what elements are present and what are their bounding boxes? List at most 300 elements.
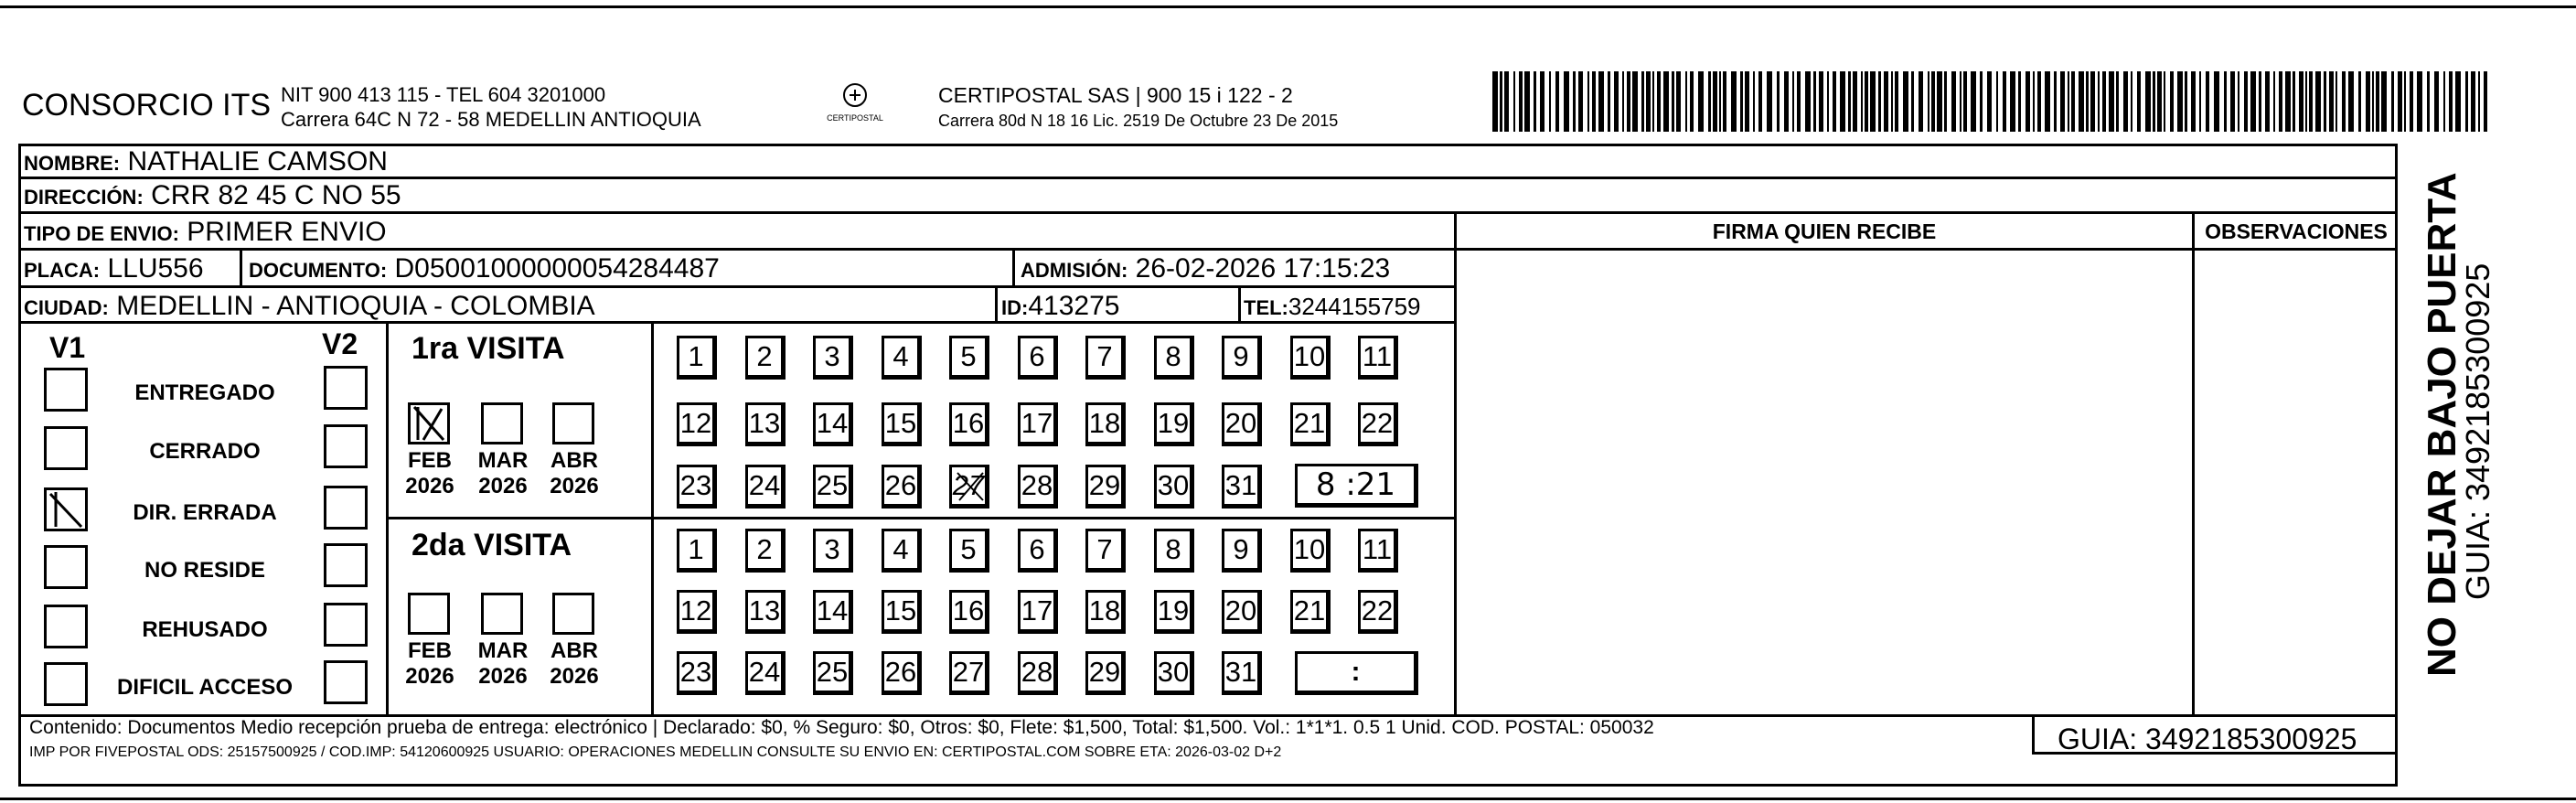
day-box[interactable] xyxy=(813,336,853,380)
day-box[interactable] xyxy=(1085,529,1126,573)
v1-checkbox[interactable] xyxy=(44,487,88,531)
barcode-bar xyxy=(1928,71,1929,132)
day-number: 30 xyxy=(1157,469,1190,501)
barcode-bar xyxy=(2086,71,2089,132)
observaciones-divider xyxy=(2192,211,2195,716)
barcode-bar xyxy=(2230,71,2235,132)
day-number: 8 xyxy=(1165,340,1181,372)
barcode-bar xyxy=(1555,71,1559,132)
day-number: 7 xyxy=(1096,533,1113,565)
day-box[interactable] xyxy=(1085,590,1126,634)
barcode-bar xyxy=(2238,71,2239,132)
day-number: 10 xyxy=(1293,533,1326,565)
barcode-bar xyxy=(2244,71,2248,132)
day-box[interactable] xyxy=(1018,465,1058,509)
barcode-bar xyxy=(2090,71,2095,132)
visit-separator xyxy=(386,517,1456,519)
month-checkbox[interactable] xyxy=(408,402,450,444)
barcode-bar xyxy=(1753,71,1755,132)
first-visit-title: 1ra VISITA xyxy=(412,331,565,366)
status-label: DIR. ERRADA xyxy=(133,500,277,525)
day-box[interactable] xyxy=(1085,651,1126,695)
day-box[interactable] xyxy=(677,651,717,695)
v2-checkbox[interactable] xyxy=(324,543,368,587)
day-box[interactable] xyxy=(882,402,922,446)
day-box[interactable] xyxy=(1154,529,1194,573)
barcode-bar xyxy=(1919,71,1923,132)
ciudad-cell xyxy=(24,291,595,322)
barcode-bar xyxy=(2068,71,2069,132)
day-box[interactable] xyxy=(882,529,922,573)
address-line: Carrera 64C N 72 - 58 MEDELLIN ANTIOQUIA xyxy=(281,108,701,131)
month-name: ABR xyxy=(550,638,598,663)
day-number: 25 xyxy=(816,656,849,688)
v2-checkbox[interactable] xyxy=(324,603,368,647)
barcode-bar xyxy=(2177,71,2183,132)
barcode-bar xyxy=(1564,71,1569,132)
barcode-bar xyxy=(1534,71,1536,132)
day-box[interactable] xyxy=(745,465,786,509)
month-year: 2026 xyxy=(550,474,599,498)
barcode-bar xyxy=(2410,71,2413,132)
barcode-bar xyxy=(2455,71,2461,132)
month-name: MAR xyxy=(477,638,529,663)
barcode-bar xyxy=(2279,71,2282,132)
barcode-bar xyxy=(2366,71,2370,132)
day-box[interactable] xyxy=(677,590,717,634)
barcode-bar xyxy=(2471,71,2475,132)
day-box[interactable] xyxy=(677,465,717,509)
tipo-row xyxy=(24,217,387,248)
barcode-bar xyxy=(2131,71,2132,132)
barcode-bar xyxy=(2018,71,2021,132)
barcode-bar xyxy=(1731,71,1737,132)
barcode-bar xyxy=(1784,71,1789,132)
v1-checkbox[interactable] xyxy=(44,426,88,470)
day-number: 18 xyxy=(1088,407,1121,439)
day-box[interactable] xyxy=(1358,590,1398,634)
day-box[interactable] xyxy=(949,529,989,573)
barcode-bar xyxy=(1663,71,1669,132)
barcode-bar xyxy=(1903,71,1908,132)
barcode-bar xyxy=(1573,71,1576,132)
day-number: 20 xyxy=(1224,594,1257,626)
day-box[interactable] xyxy=(1222,529,1262,573)
tel-value: 3244155759 xyxy=(1288,293,1421,320)
day-number: 16 xyxy=(952,407,985,439)
barcode-bar xyxy=(2324,71,2326,132)
day-box[interactable] xyxy=(1290,590,1331,634)
day-number: 13 xyxy=(748,407,781,439)
certipostal-line: CERTIPOSTAL SAS | 900 15 i 122 - 2 xyxy=(938,83,1293,107)
day-box[interactable] xyxy=(677,402,717,446)
barcode-bar xyxy=(2273,71,2275,132)
documento-cell xyxy=(249,253,720,284)
day-box[interactable] xyxy=(1154,465,1194,509)
mark-icon xyxy=(952,467,989,513)
day-box[interactable] xyxy=(745,590,786,634)
day-box[interactable] xyxy=(949,590,989,634)
barcode-bar xyxy=(2199,71,2201,132)
day-box[interactable] xyxy=(1085,402,1126,446)
day-box[interactable] xyxy=(1018,336,1058,380)
barcode-bar xyxy=(1622,71,1624,132)
barcode-bar xyxy=(1598,71,1604,132)
barcode-bar xyxy=(2060,71,2065,132)
day-number: 28 xyxy=(1021,469,1053,501)
barcode-bar xyxy=(1931,71,1935,132)
day-box[interactable] xyxy=(745,336,786,380)
day-box[interactable] xyxy=(882,590,922,634)
signature-divider xyxy=(1454,211,1457,716)
day-box[interactable] xyxy=(1290,402,1331,446)
month-label xyxy=(538,448,611,499)
barcode-bar xyxy=(2443,71,2445,132)
barcode-bar xyxy=(1963,71,1967,132)
month-name: FEB xyxy=(408,638,452,663)
barcode-bar xyxy=(2214,71,2219,132)
day-box[interactable] xyxy=(1222,402,1262,446)
barcode-bar xyxy=(2285,71,2291,132)
day-box[interactable] xyxy=(1358,529,1398,573)
barcode-bar xyxy=(2123,71,2128,132)
barcode-bar xyxy=(2145,71,2151,132)
day-number: 9 xyxy=(1233,340,1249,372)
month-checkbox[interactable] xyxy=(552,402,594,444)
month-year: 2026 xyxy=(478,474,528,498)
nombre-label: NOMBRE: xyxy=(24,152,121,175)
barcode-bar xyxy=(2170,71,2174,132)
tipo-label: TIPO DE ENVIO: xyxy=(24,222,179,245)
v1-checkbox[interactable] xyxy=(44,605,88,648)
day-number: 23 xyxy=(679,469,712,501)
v1-checkbox[interactable] xyxy=(44,368,88,412)
day-number: 4 xyxy=(893,533,909,565)
month-label xyxy=(393,638,466,690)
v1-checkbox[interactable] xyxy=(44,662,88,706)
day-number: 12 xyxy=(679,407,712,439)
barcode-bar xyxy=(2164,71,2165,132)
ciudad-value: MEDELLIN - ANTIOQUIA - COLOMBIA xyxy=(116,291,595,321)
status-label: ENTREGADO xyxy=(134,380,275,405)
status-label: CERRADO xyxy=(149,439,261,464)
month-name: FEB xyxy=(408,448,452,473)
v2-checkbox[interactable] xyxy=(324,424,368,468)
day-number: 16 xyxy=(952,594,985,626)
v2-checkbox[interactable] xyxy=(324,486,368,530)
day-box[interactable] xyxy=(1154,590,1194,634)
day-box[interactable] xyxy=(1154,651,1194,695)
barcode-bar xyxy=(2157,71,2162,132)
day-number: 29 xyxy=(1088,656,1121,688)
certipostal-info xyxy=(938,82,1338,134)
barcode-bar xyxy=(2071,71,2075,132)
day-number: 17 xyxy=(1021,407,1053,439)
barcode-bar xyxy=(2484,71,2487,132)
day-number: 30 xyxy=(1157,656,1190,688)
day-box[interactable] xyxy=(1018,590,1058,634)
day-number: 5 xyxy=(960,340,977,372)
barcode-bar xyxy=(2037,71,2041,132)
day-box[interactable] xyxy=(677,336,717,380)
day-number: 23 xyxy=(679,656,712,688)
day-box[interactable] xyxy=(1085,465,1126,509)
day-number: 2 xyxy=(756,340,773,372)
admision-value: 26-02-2026 17:15:23 xyxy=(1135,253,1391,284)
day-box[interactable] xyxy=(1222,590,1262,634)
day-box[interactable] xyxy=(1222,651,1262,695)
row-line xyxy=(18,248,1456,251)
day-box[interactable] xyxy=(1358,336,1398,380)
barcode-bar xyxy=(1878,71,1881,132)
day-number: 22 xyxy=(1361,407,1394,439)
month-label xyxy=(466,638,540,690)
month-label xyxy=(393,448,466,499)
tel-label: TEL: xyxy=(1244,296,1288,319)
barcode-bar xyxy=(1652,71,1654,132)
barcode-bar xyxy=(1987,71,1992,132)
barcode-bar xyxy=(1641,71,1644,132)
footer-line1: Contenido: Documentos Medio recepción prueba de entrega: electrónico | Declarado: $0, % Seguro: $0, Otros: $0, Flete: $1,500, Total: $1,500. Vol.: 1*1*1. 0.5 1 Unid. COD. POSTAL: 050032 xyxy=(29,717,1654,738)
v2-label: V2 xyxy=(322,327,358,360)
day-number: 31 xyxy=(1224,469,1257,501)
admision-label: ADMISIÓN: xyxy=(1021,259,1128,282)
barcode-graphic xyxy=(1492,71,2489,132)
day-box[interactable] xyxy=(813,529,853,573)
barcode-bar xyxy=(2003,71,2006,132)
barcode-bar xyxy=(2026,71,2030,132)
month-checkbox[interactable] xyxy=(481,402,523,444)
day-box[interactable] xyxy=(1085,336,1126,380)
barcode-bar xyxy=(2293,71,2295,132)
day-number: 11 xyxy=(1362,533,1393,565)
barcode-bar xyxy=(2478,71,2480,132)
barcode-bar xyxy=(1549,71,1551,132)
month-year: 2026 xyxy=(550,664,599,689)
barcode-bar xyxy=(1861,71,1863,132)
day-number: 15 xyxy=(884,407,917,439)
barcode-bar xyxy=(2309,71,2313,132)
v2-checkbox[interactable] xyxy=(324,366,368,410)
day-box[interactable] xyxy=(1290,529,1331,573)
day-number: 7 xyxy=(1096,340,1113,372)
nit-line: NIT 900 413 115 - TEL 604 3201000 xyxy=(281,83,606,106)
barcode-bar xyxy=(2153,71,2155,132)
observaciones-field[interactable] xyxy=(2197,252,2395,713)
day-box[interactable] xyxy=(949,336,989,380)
day-box[interactable] xyxy=(949,465,989,509)
barcode-bar xyxy=(1708,71,1711,132)
day-box[interactable] xyxy=(882,465,922,509)
barcode-bar xyxy=(2206,71,2209,132)
month-label xyxy=(466,448,540,499)
day-number: 26 xyxy=(884,656,917,688)
cell-divider xyxy=(1238,285,1241,322)
signature-field[interactable] xyxy=(1459,252,2189,713)
day-box[interactable] xyxy=(813,465,853,509)
id-label: ID: xyxy=(1001,296,1029,319)
guia-number: GUIA: 3492185300925 xyxy=(2058,723,2357,755)
row-line xyxy=(18,211,2398,214)
barcode-bar xyxy=(1500,71,1502,132)
barcode-bar xyxy=(1608,71,1610,132)
v2-checkbox[interactable] xyxy=(324,660,368,704)
nombre-row xyxy=(24,146,388,177)
placa-value: LLU556 xyxy=(107,253,204,284)
company-name: CONSORCIO ITS xyxy=(22,88,272,123)
barcode-bar xyxy=(2033,71,2035,132)
v1-checkbox[interactable] xyxy=(44,545,88,589)
barcode-bar xyxy=(1792,71,1794,132)
barcode-bar xyxy=(2224,71,2227,132)
barcode-bar xyxy=(1632,71,1638,132)
day-number: 1 xyxy=(688,533,704,565)
barcode-bar xyxy=(2102,71,2106,132)
day-number: 27 xyxy=(952,656,985,688)
certipostal-logo xyxy=(814,80,896,130)
day-box[interactable] xyxy=(1018,402,1058,446)
barcode-bar xyxy=(1719,71,1721,132)
first-visit-time[interactable]: 8 :21 xyxy=(1295,464,1418,508)
tel-cell xyxy=(1244,293,1421,321)
day-box[interactable] xyxy=(1222,465,1262,509)
day-box[interactable] xyxy=(1154,336,1194,380)
cell-divider xyxy=(240,248,242,286)
barcode-bar xyxy=(2079,71,2084,132)
direccion-label: DIRECCIÓN: xyxy=(24,186,144,209)
month-year: 2026 xyxy=(478,664,528,689)
barcode-bar xyxy=(1813,71,1816,132)
barcode-bar xyxy=(1578,71,1583,132)
day-number: 1 xyxy=(688,340,704,372)
footer-line2: IMP POR FIVEPOSTAL ODS: 25157500925 / COD.IMP: 54120600925 USUARIO: OPERACIONES MEDELLIN CONSULTE SU ENVIO EN: CERTIPOSTAL.COM SOBRE ETA: 2026-03-02 D+2 xyxy=(29,744,1282,760)
second-visit-time[interactable]: : xyxy=(1295,651,1418,695)
barcode-bar xyxy=(2342,71,2346,132)
barcode-bar xyxy=(2265,71,2270,132)
day-box[interactable] xyxy=(1018,529,1058,573)
day-box[interactable] xyxy=(677,529,717,573)
day-box[interactable] xyxy=(1222,336,1262,380)
barcode-bar xyxy=(1980,71,1983,132)
barcode-bar xyxy=(2250,71,2256,132)
day-number: 21 xyxy=(1293,407,1326,439)
barcode-bar xyxy=(2010,71,2015,132)
day-number: 24 xyxy=(748,656,781,688)
day-box[interactable] xyxy=(1290,336,1331,380)
day-box[interactable] xyxy=(745,402,786,446)
barcode-bar xyxy=(1524,71,1530,132)
signature-header-line xyxy=(1454,248,2398,251)
day-box[interactable] xyxy=(1018,651,1058,695)
barcode-bar xyxy=(2434,71,2439,132)
day-box[interactable] xyxy=(813,590,853,634)
day-box[interactable] xyxy=(882,336,922,380)
barcode-bar xyxy=(1853,71,1857,132)
day-number: 11 xyxy=(1362,340,1393,372)
day-number: 24 xyxy=(748,469,781,501)
barcode-bar xyxy=(2098,71,2100,132)
logo-icon xyxy=(814,80,896,130)
barcode-bar xyxy=(1960,71,1961,132)
day-box[interactable] xyxy=(949,651,989,695)
barcode-bar xyxy=(1891,71,1893,132)
barcode-bar xyxy=(2381,71,2387,132)
day-number: 19 xyxy=(1157,407,1190,439)
status-label: NO RESIDE xyxy=(144,558,266,583)
barcode-bar xyxy=(2449,71,2453,132)
check-mark-icon xyxy=(47,490,85,529)
month-checkbox[interactable] xyxy=(408,593,450,635)
documento-value: D05001000000054284487 xyxy=(394,253,720,284)
month-checkbox[interactable] xyxy=(552,593,594,635)
certipostal-address: Carrera 80d N 18 16 Lic. 2519 De Octubre 23 De 2015 xyxy=(938,112,1339,130)
day-number: 26 xyxy=(884,469,917,501)
ciudad-label: CIUDAD: xyxy=(24,296,109,319)
day-box[interactable] xyxy=(813,402,853,446)
barcode-bar xyxy=(2336,71,2337,132)
barcode-bar xyxy=(2372,71,2374,132)
day-box[interactable] xyxy=(813,651,853,695)
barcode-bar xyxy=(2427,71,2430,132)
barcode-bar xyxy=(2259,71,2261,132)
barcode-bar xyxy=(1944,71,1947,132)
barcode-bar xyxy=(1646,71,1651,132)
placa-label: PLACA: xyxy=(24,259,101,282)
bottom-edge-line xyxy=(0,798,2576,800)
observaciones-label: OBSERVACIONES xyxy=(2205,219,2388,243)
month-name: MAR xyxy=(477,448,529,473)
barcode-bar xyxy=(1937,71,1942,132)
day-box[interactable] xyxy=(745,529,786,573)
barcode-bar xyxy=(2329,71,2334,132)
barcode-bar xyxy=(2045,71,2050,132)
day-number: 6 xyxy=(1029,533,1045,565)
barcode-bar xyxy=(1840,71,1845,132)
day-number: 3 xyxy=(824,340,840,372)
barcode-bar xyxy=(2348,71,2354,132)
status-label: REHUSADO xyxy=(142,617,268,642)
status-label: DIFICIL ACCESO xyxy=(116,675,293,700)
barcode-bar xyxy=(1614,71,1619,132)
day-box[interactable] xyxy=(882,651,922,695)
day-box[interactable] xyxy=(1358,402,1398,446)
barcode-bar xyxy=(1657,71,1661,132)
day-number: 12 xyxy=(679,594,712,626)
day-number: 28 xyxy=(1021,656,1053,688)
cell-divider xyxy=(995,285,998,322)
day-number: 31 xyxy=(1224,656,1257,688)
barcode-bar xyxy=(1971,71,1976,132)
day-number: 19 xyxy=(1157,594,1190,626)
month-checkbox[interactable] xyxy=(481,593,523,635)
barcode-bar xyxy=(2185,71,2187,132)
barcode-bar xyxy=(1676,71,1681,132)
day-number: 10 xyxy=(1293,340,1326,372)
barcode-bar xyxy=(1767,71,1772,132)
id-cell xyxy=(1001,291,1119,322)
day-number: 20 xyxy=(1224,407,1257,439)
day-box[interactable] xyxy=(745,651,786,695)
day-box[interactable] xyxy=(949,402,989,446)
barcode-bar xyxy=(1745,71,1749,132)
day-number: 14 xyxy=(816,407,849,439)
barcode-bar xyxy=(2358,71,2361,132)
barcode-bar xyxy=(1805,71,1811,132)
day-number: 3 xyxy=(824,533,840,565)
day-box[interactable] xyxy=(1154,402,1194,446)
barcode-bar xyxy=(1540,71,1545,132)
barcode-bar xyxy=(2054,71,2057,132)
